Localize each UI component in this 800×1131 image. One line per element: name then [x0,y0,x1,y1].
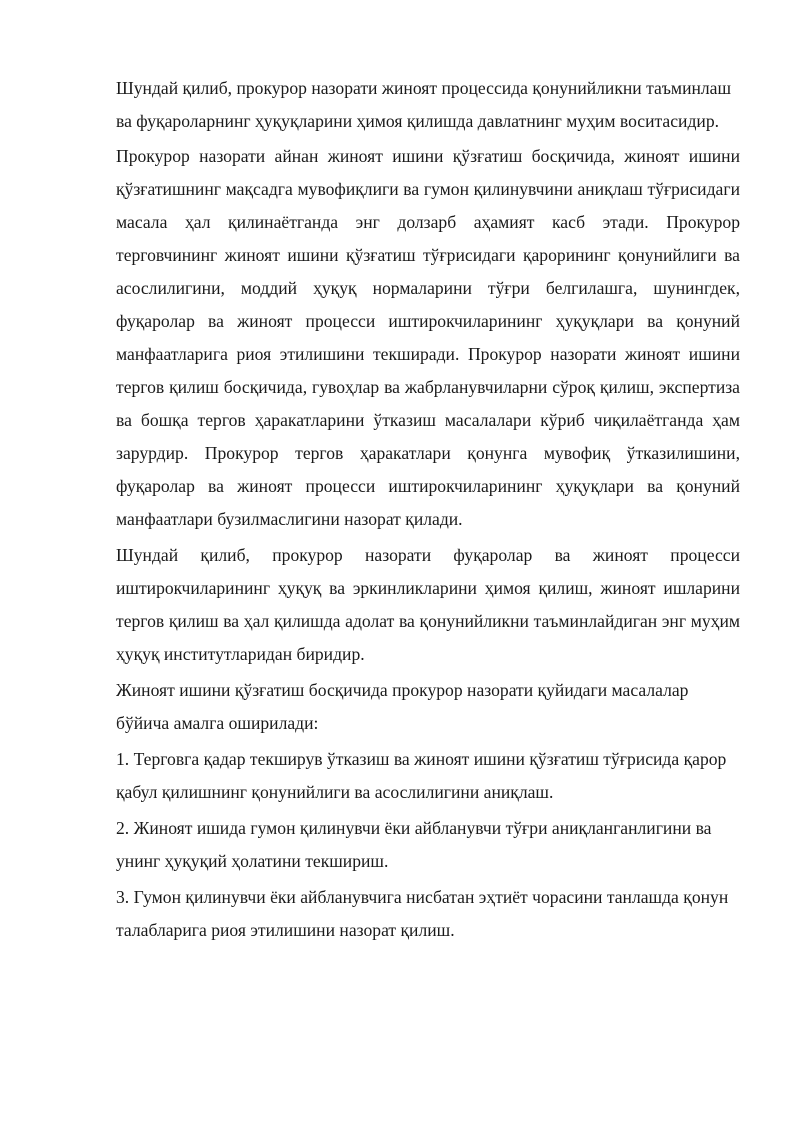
paragraph-conclusion-intro: Шундай қилиб, прокурор назорати жиноят процессида қонунийликни таъминлаш ва фуқароларнинг ҳуқуқларини ҳимоя қилишда давлатнинг муҳим воситасидир. [116,78,732,131]
list-item-1: 1. Терговга қадар текширув ўтказиш ва жиноят ишини қўзғатиш тўғрисида қарор қабул қилишнинг қонунийлиги ва асослилигини аниқлаш. [116,749,727,802]
paragraph-list-intro: Жиноят ишини қўзғатиш босқичида прокурор назорати қуйидаги масалалар бўйича амалга оширилади: [116,680,689,733]
list-item-3: 3. Гумон қилинувчи ёки айбланувчига нисбатан эҳтиёт чорасини танлашда қонун талабларига риоя этилишини назорат қилиш. [116,887,729,940]
document-body [116,72,740,950]
list-item-2: 2. Жиноят ишида гумон қилинувчи ёки айбланувчи тўғри аниқланганлигини ва унинг ҳуқуқий ҳолатини текшириш. [116,818,712,871]
paragraph-prosecutor-oversight: Прокурор назорати айнан жиноят ишини қўзғатиш босқичида, жиноят ишини қўзғатишнинг мақсадга мувофиқлиги ва гумон қилинувчини аниқлаш тўғрисидаги масала ҳал қилинаётганда энг долзарб аҳамият касб этади. Прокурор терговчининг жиноят ишини қўзғатиш тўғрисидаги қарорининг қонунийлиги ва асослилигини, моддий ҳуқуқ нормаларини тўғри белгилашга, шунингдек, фуқаролар ва жиноят процесси иштирокчиларининг ҳуқуқлари ва қонуний манфаатларига риоя этилишини текширади. Прокурор назорати жиноят ишини тергов қилиш босқичида, гувоҳлар ва жабрланувчиларни сўроқ қилиш, экспертиза ва бошқа тергов ҳаракатларини ўтказиш масалалари кўриб чиқилаётганда ҳам зарурдир. Прокурор тергов ҳаракатлари қонунга мувофиқ ўтказилишини, фуқаролар ва жиноят процесси иштирокчиларининг ҳуқуқлари ва қонуний манфаатлари бузилмаслигини назорат қилади. [116,146,740,529]
paragraph-conclusion: Шундай қилиб, прокурор назорати фуқаролар ва жиноят процесси иштирокчиларининг ҳуқуқ ва эркинликларини ҳимоя қилиш, жиноят ишларини тергов қилиш ва ҳал қилишда адолат ва қонунийликни таъминлайдиган энг муҳим ҳуқуқ институтларидан биридир. [116,545,740,664]
